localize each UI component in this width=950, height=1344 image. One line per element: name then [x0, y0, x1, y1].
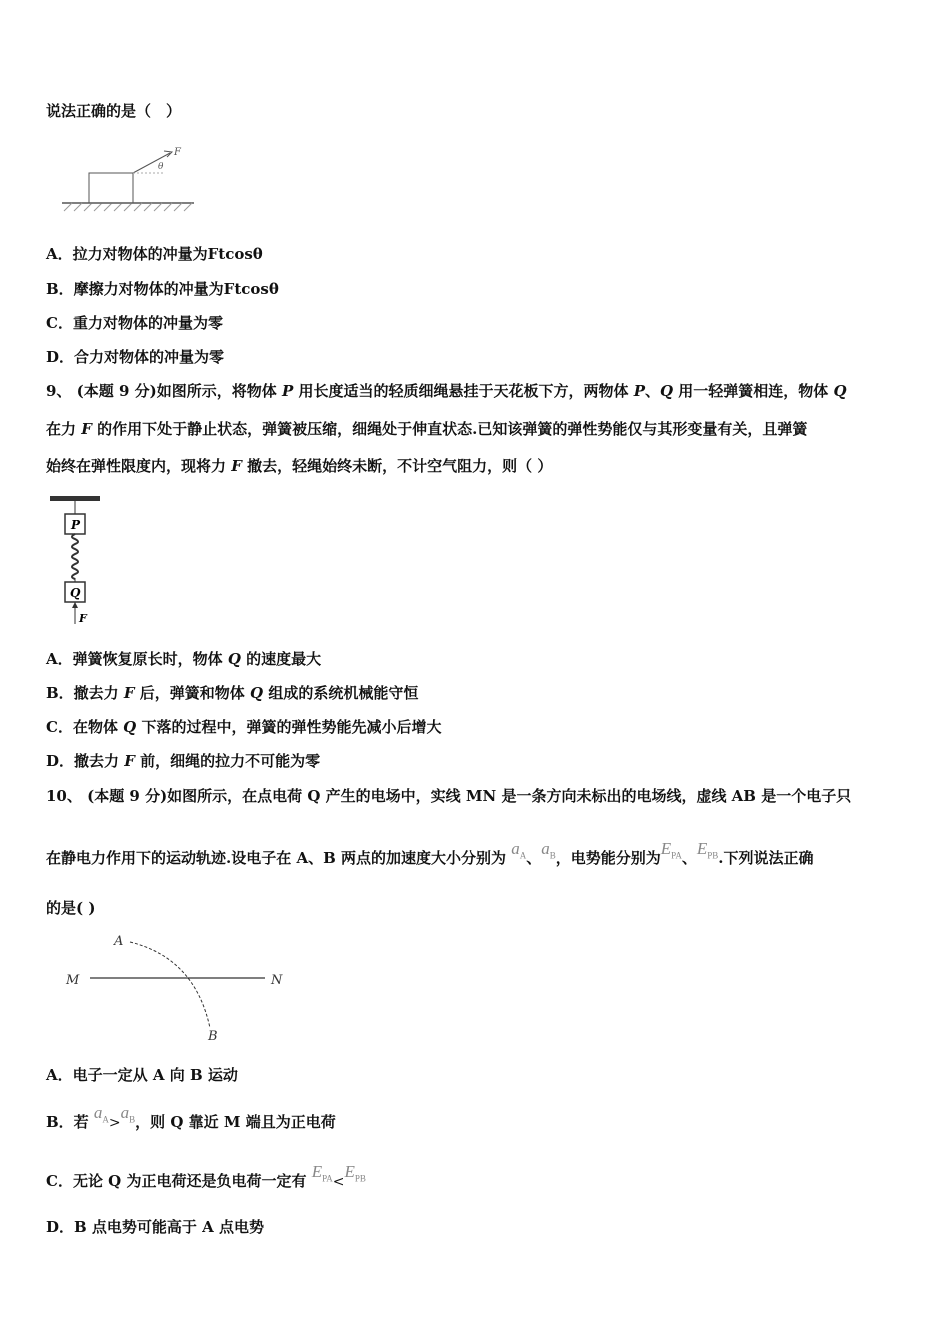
svg-text:F: F — [79, 612, 87, 625]
svg-text:M: M — [66, 973, 80, 988]
q10-stem-line3: 的是( ) — [46, 899, 96, 917]
q10-option-d[interactable]: D．B 点电势可能高于 A 点电势 — [46, 1218, 264, 1236]
q10-stem-line1: 10、 (本题 9 分)如图所示，在点电荷 Q 产生的电场中，实线 MN 是一条方向未标出的电场线，虚线 AB 是一个电子只 — [46, 787, 852, 805]
q9-option-a[interactable]: A．弹簧恢复原长时，物体 Q 的速度最大 — [46, 650, 322, 668]
q8-option-a[interactable]: A．拉力对物体的冲量为Ftcosθ — [46, 245, 263, 263]
q9-stem-line2: 在力 F 的作用下处于静止状态，弹簧被压缩，细绳处于伸直状态.已知该弹簧的弹性势能仅与其形变量有关，且弹簧 — [46, 420, 808, 438]
q9-stem-line3: 始终在弹性限度内，现将力 F 撤去，轻绳始终未断，不计空气阻力，则（ ） — [46, 457, 553, 475]
svg-text:A: A — [114, 934, 124, 949]
formula-E-PA: $E_{PA}$ — [660, 839, 682, 861]
formula-a-A: $a_A$ — [511, 839, 527, 861]
svg-text:B: B — [208, 1029, 218, 1044]
svg-text:Q: Q — [70, 586, 81, 600]
q10-figure — [60, 928, 300, 1046]
q9-option-b[interactable]: B．撤去力 F 后，弹簧和物体 Q 组成的系统机械能守恒 — [46, 684, 419, 702]
q8-option-b[interactable]: B．摩擦力对物体的冲量为Ftcosθ — [46, 280, 279, 298]
formula-E-PB: $E_{PB}$ — [696, 839, 719, 861]
svg-text:θ: θ — [158, 162, 164, 172]
q9-figure — [46, 494, 106, 626]
svg-text:F: F — [174, 147, 181, 158]
q9-option-d[interactable]: D．撤去力 F 前，细绳的拉力不可能为零 — [46, 752, 321, 770]
q9-option-c[interactable]: C．在物体 Q 下落的过程中，弹簧的弹性势能先减小后增大 — [46, 718, 442, 736]
svg-text:P: P — [71, 518, 81, 532]
formula-a-B: $a_B$ — [541, 839, 556, 861]
q10-option-b[interactable]: B．若 $a_A>a_B$，则 Q 靠近 M 端且为正电荷 — [46, 1103, 336, 1131]
q8-option-d[interactable]: D．合力对物体的冲量为零 — [46, 348, 225, 366]
q9-stem-line1: 9、 (本题 9 分)如图所示，将物体 P 用长度适当的轻质细绳悬挂于天花板下方，两物体 P、Q 用一轻弹簧相连，物体 Q — [46, 382, 847, 400]
svg-text:N: N — [271, 973, 283, 988]
q8-option-c[interactable]: C．重力对物体的冲量为零 — [46, 314, 223, 332]
q10-option-a[interactable]: A．电子一定从 A 向 B 运动 — [46, 1066, 238, 1084]
q10-stem-line2: 在静电力作用下的运动轨迹.设电子在 A、B 两点的加速度大小分别为 $a_A$、$a_B$，电势能分别为$E_{PA}$、$E_{PB}$.下列说法正确 — [46, 839, 814, 867]
q8-stem-tail: 说法正确的是（ ） — [46, 102, 182, 120]
q10-option-c[interactable]: C．无论 Q 为正电荷还是负电荷一定有 $E_{PA}<E_{PB}$ — [46, 1162, 366, 1190]
q8-figure — [60, 143, 200, 215]
